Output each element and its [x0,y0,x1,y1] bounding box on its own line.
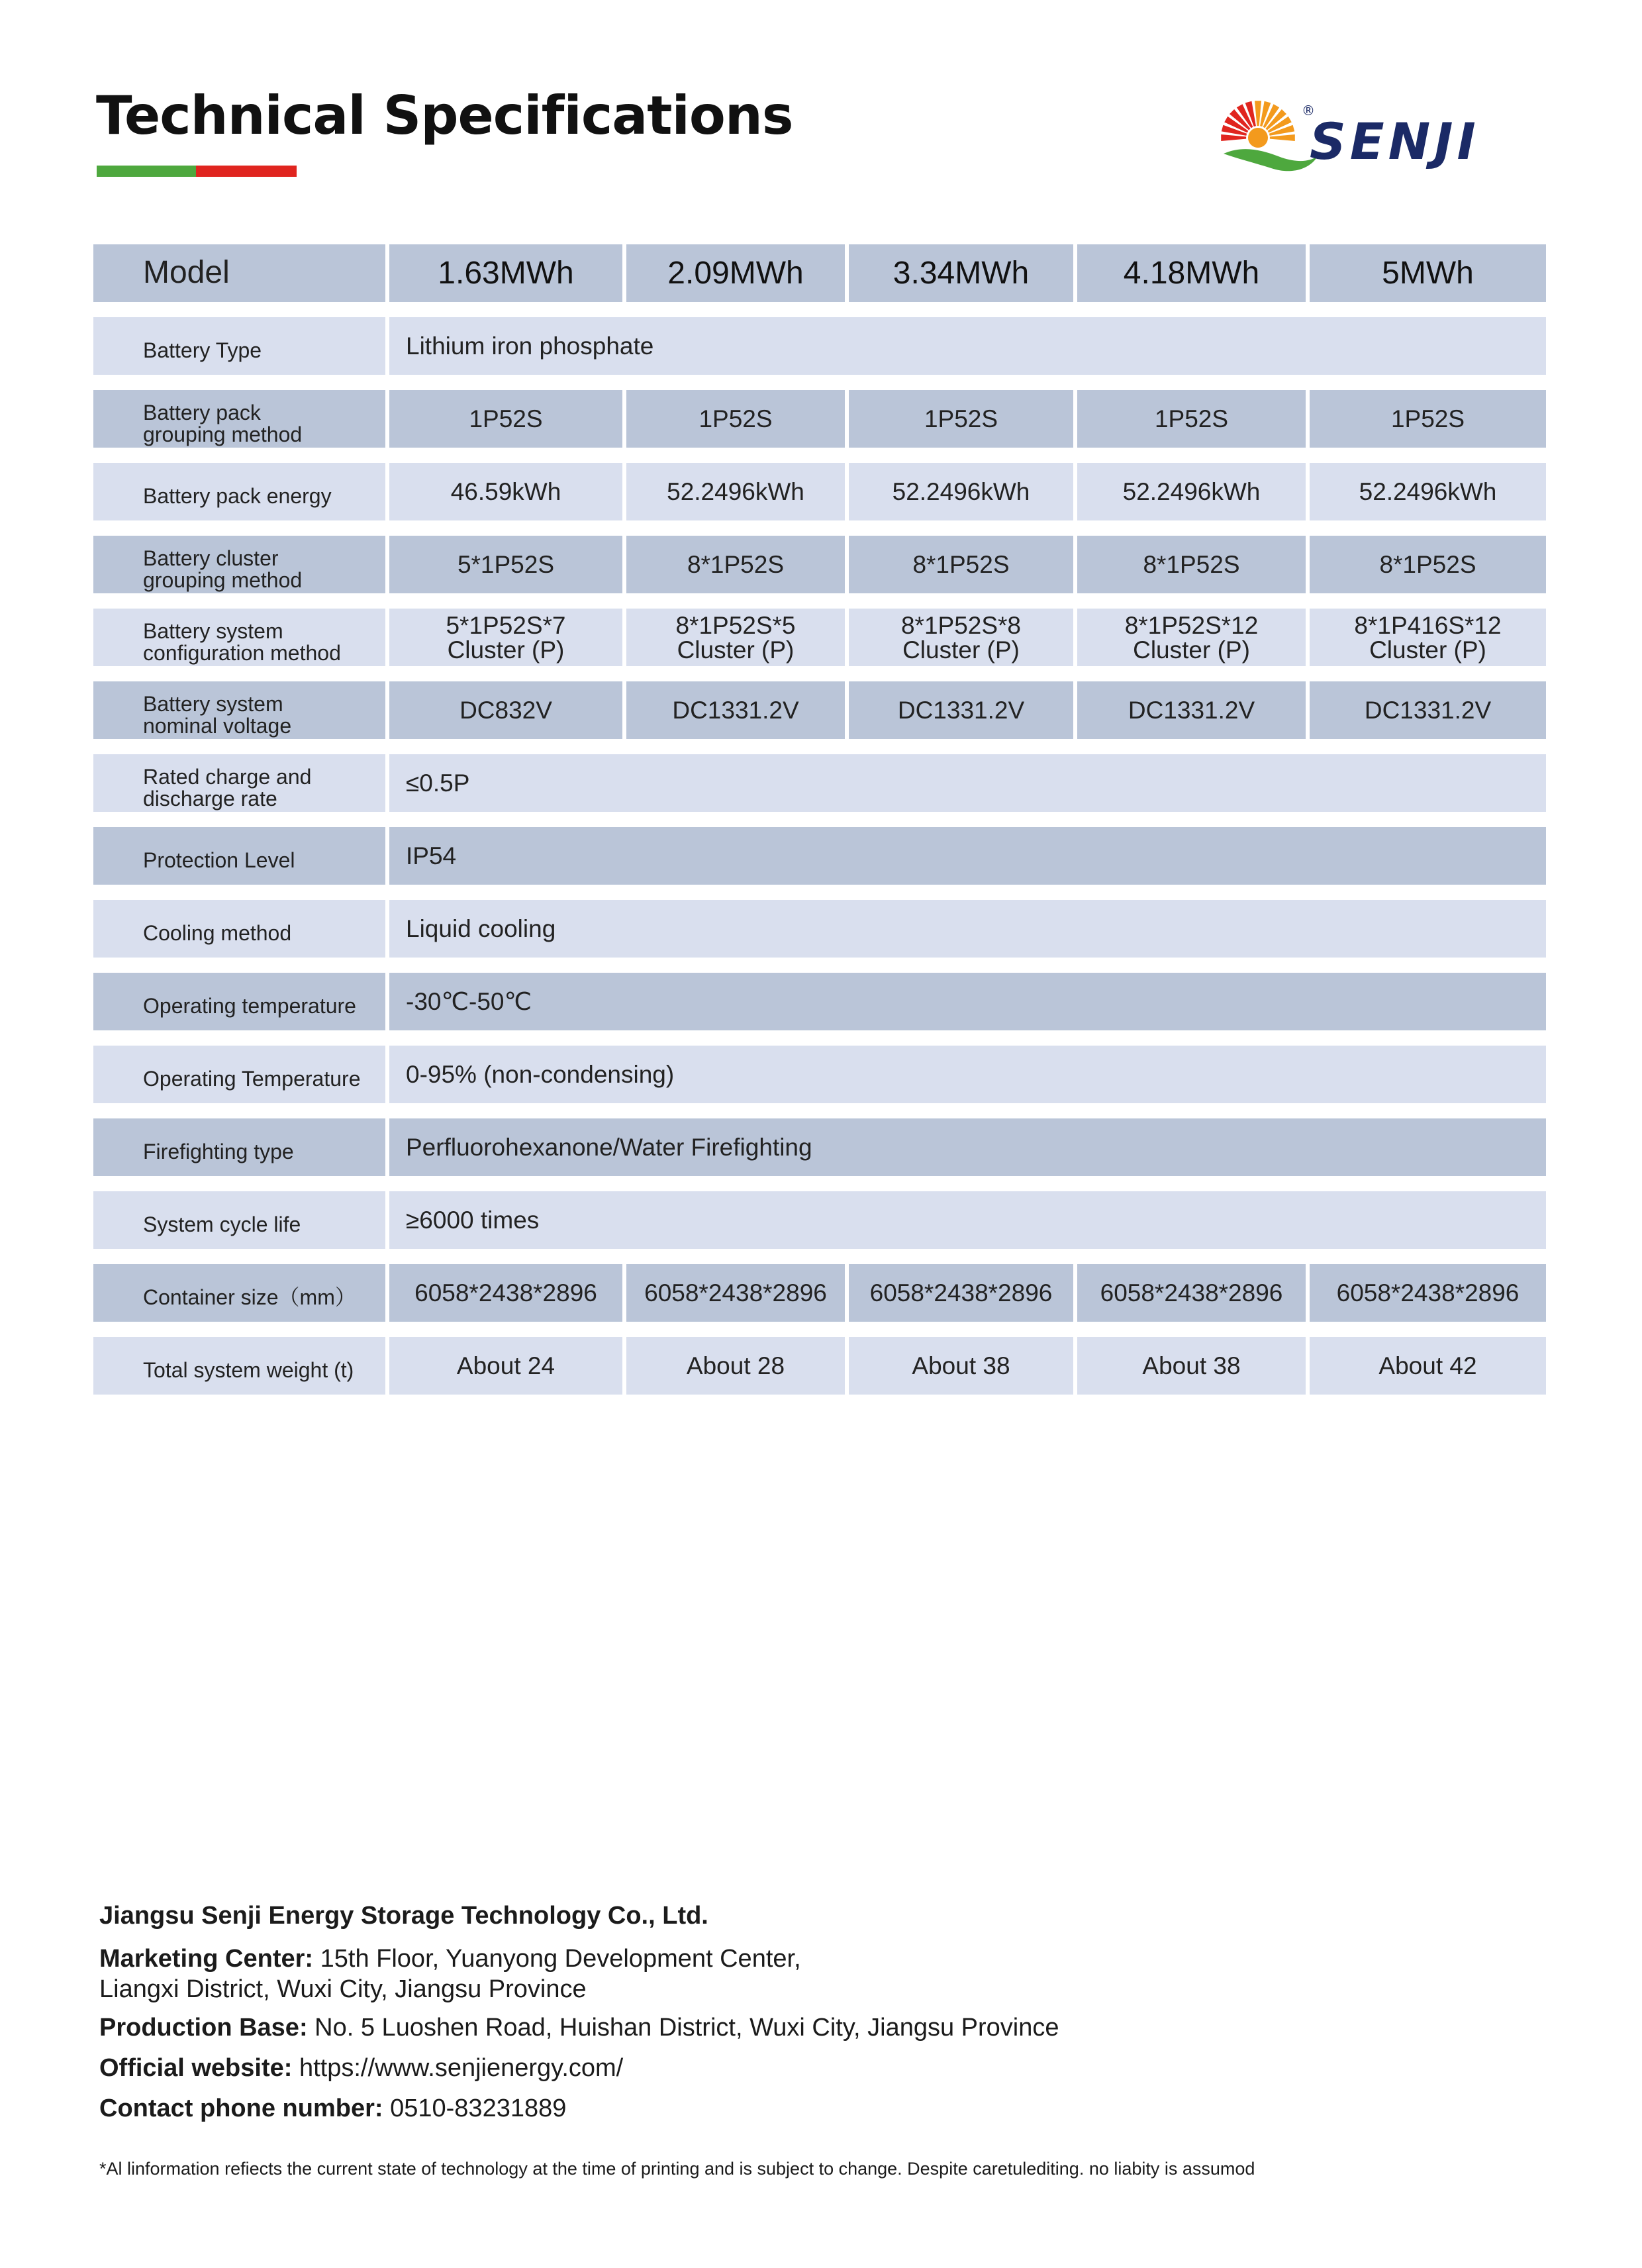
spec-value: 8*1P52S [626,536,845,593]
spec-value: 0-95% (non-condensing) [389,1046,1546,1103]
company-name: Jiangsu Senji Energy Storage Technology Co., Ltd. [99,1902,708,1930]
spec-label: Total system weight (t) [93,1337,385,1395]
spec-label: Battery pack energy [93,463,385,520]
spec-value: 6058*2438*2896 [1310,1264,1546,1322]
spec-value: 1P52S [1077,390,1306,448]
spec-label: Rated charge and discharge rate [93,754,385,812]
spec-value: DC1331.2V [626,681,845,739]
spec-value: DC1331.2V [849,681,1073,739]
sun-ray [1270,134,1295,141]
spec-label: Cooling method [93,900,385,958]
spec-value: 6058*2438*2896 [626,1264,845,1322]
model-header-2: 2.09MWh [626,244,845,302]
spec-value: 46.59kWh [389,463,622,520]
spec-value: -30℃-50℃ [389,973,1546,1030]
official-website-link[interactable]: https://www.senjienergy.com/ [299,2054,624,2082]
spec-value: About 38 [1077,1337,1306,1395]
spec-value: 1P52S [626,390,845,448]
title-underline-green [97,166,196,177]
contact-phone-label: Contact phone number: [99,2095,383,2122]
spec-label: Battery pack grouping method [93,390,385,448]
marketing-center [99,1944,801,1974]
spec-value: 8*1P52S [1310,536,1546,593]
spec-value: 8*1P52S [1077,536,1306,593]
title-underline-red [196,166,297,177]
spec-value: DC1331.2V [1310,681,1546,739]
model-header-1: 1.63MWh [389,244,622,302]
sun-ray [1255,101,1261,126]
official-website [99,2053,623,2083]
production-base-value: No. 5 Luoshen Road, Huishan District, Wuxi City, Jiangsu Province [314,2014,1059,2042]
spec-value: DC1331.2V [1077,681,1306,739]
spec-label: Operating temperature [93,973,385,1030]
spec-label: Container size（mm） [93,1264,385,1322]
spec-value: About 28 [626,1337,845,1395]
spec-value: 1P52S [389,390,622,448]
spec-value: 1P52S [1310,390,1546,448]
marketing-center-label: Marketing Center: [99,1945,314,1973]
spec-value: 52.2496kWh [626,463,845,520]
official-website-label: Official website: [99,2054,293,2082]
spec-value: 8*1P52S*5 Cluster (P) [626,609,845,666]
spec-value: 8*1P52S [849,536,1073,593]
brand-wordmark: SENJI [1310,112,1480,171]
spec-label: Protection Level [93,827,385,885]
contact-phone-value: 0510-83231889 [390,2095,567,2122]
model-header-3: 3.34MWh [849,244,1073,302]
senji-logo [1218,93,1536,179]
spec-value: About 38 [849,1337,1073,1395]
spec-label: Battery cluster grouping method [93,536,385,593]
spec-label: Operating Temperature [93,1046,385,1103]
spec-value: ≥6000 times [389,1191,1546,1249]
spec-value: Perfluorohexanone/Water Firefighting [389,1118,1546,1176]
spec-label: System cycle life [93,1191,385,1249]
model-header-5: 5MWh [1310,244,1546,302]
spec-label: Battery system nominal voltage [93,681,385,739]
contact-phone [99,2093,566,2124]
spec-value: 52.2496kWh [1310,463,1546,520]
spec-value: 5*1P52S [389,536,622,593]
spec-table [93,244,1548,1395]
spec-value: Liquid cooling [389,900,1546,958]
production-base [99,2012,1059,2043]
registered-mark: ® [1302,103,1315,119]
marketing-center-line-2: Liangxi District, Wuxi City, Jiangsu Province [99,1975,587,2003]
model-header-4: 4.18MWh [1077,244,1306,302]
spec-value: IP54 [389,827,1546,885]
spec-label: Battery Type [93,317,385,375]
spec-label: Battery system configuration method [93,609,385,666]
spec-value: About 42 [1310,1337,1546,1395]
spec-value: 6058*2438*2896 [1077,1264,1306,1322]
spec-value: 1P52S [849,390,1073,448]
spec-value: 52.2496kWh [1077,463,1306,520]
spec-value: 8*1P52S*12 Cluster (P) [1077,609,1306,666]
spec-value: 52.2496kWh [849,463,1073,520]
disclaimer: *Al linformation refiects the current state of technology at the time of printing and is subject to change. Despite caretulediting. no liabity is assumod [99,2159,1255,2179]
sun-ray [1221,134,1246,141]
spec-value: ≤0.5P [389,754,1546,812]
spec-value: 5*1P52S*7 Cluster (P) [389,609,622,666]
marketing-center-value: 15th Floor, Yuanyong Development Center, [320,1945,801,1973]
spec-value: 6058*2438*2896 [849,1264,1073,1322]
spec-value: 8*1P52S*8 Cluster (P) [849,609,1073,666]
spec-value: Lithium iron phosphate [389,317,1546,375]
model-header-label: Model [93,244,385,302]
production-base-label: Production Base: [99,2014,308,2042]
spec-value: 6058*2438*2896 [389,1264,622,1322]
sun-core [1248,128,1268,148]
page-title: Technical Specifications [96,85,793,146]
spec-value: 8*1P416S*12 Cluster (P) [1310,609,1546,666]
spec-value: About 24 [389,1337,622,1395]
spec-value: DC832V [389,681,622,739]
spec-label: Firefighting type [93,1118,385,1176]
